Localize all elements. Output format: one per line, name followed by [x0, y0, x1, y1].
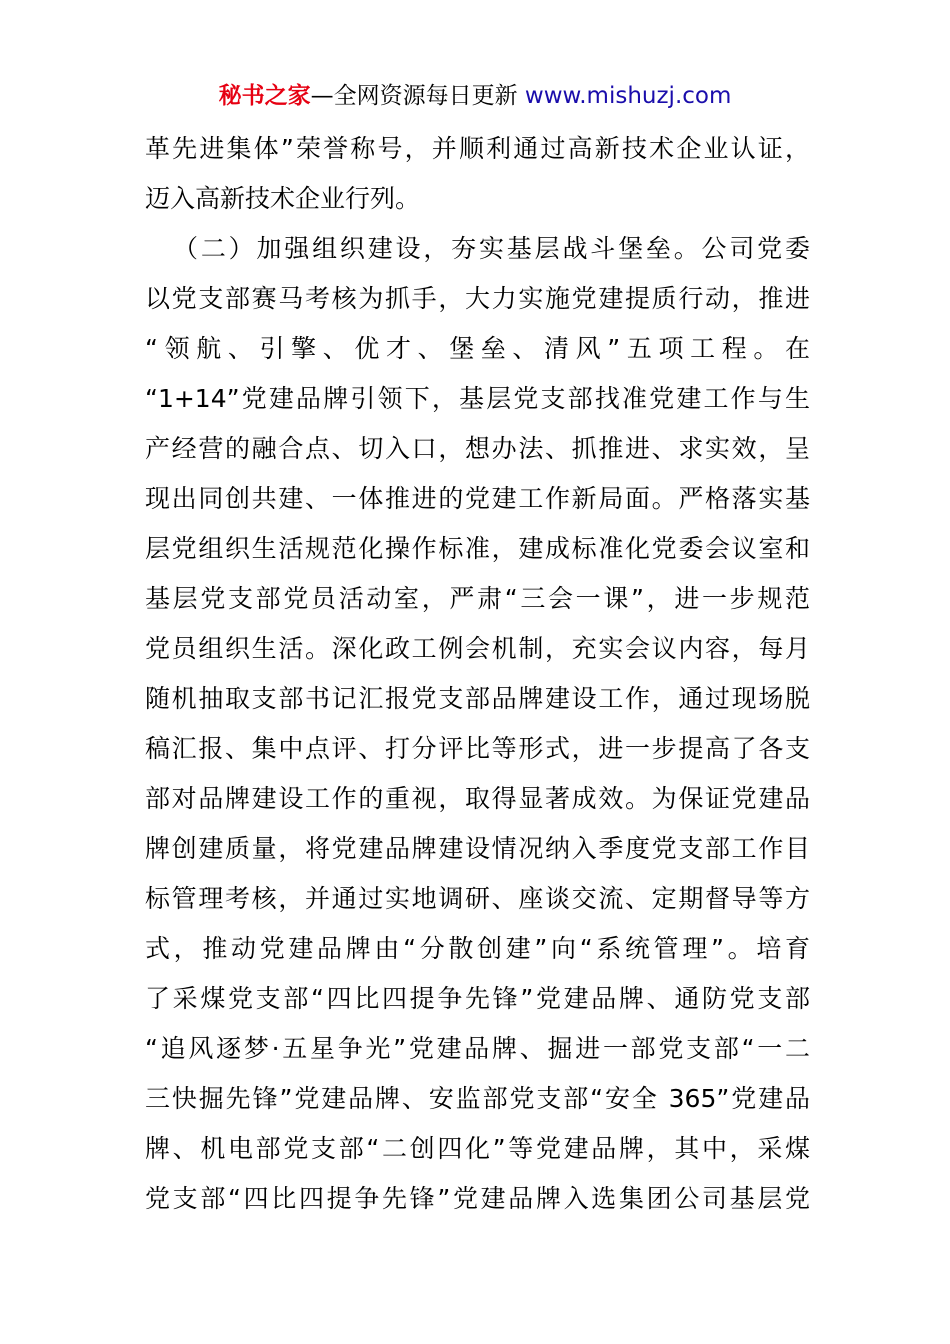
text-line: 革先进集体”荣誉称号，并顺利通过高新技术企业认证， [145, 134, 810, 163]
text-line: “追风逐梦·五星争光”党建品牌、掘进一部党支部“一二 [145, 1034, 810, 1063]
text-line: 式，推动党建品牌由“分散创建”向“系统管理”。培育 [145, 934, 810, 963]
site-url-link[interactable]: www.mishuzj.com [524, 83, 732, 109]
text-line: 层党组织生活规范化操作标准，建成标准化党委会议室和 [145, 534, 810, 563]
text-line: 迈入高新技术企业行列。 [145, 184, 421, 213]
text-line: 党支部“四比四提争先锋”党建品牌入选集团公司基层党 [145, 1184, 810, 1213]
text-line: 现出同创共建、一体推进的党建工作新局面。严格落实基 [145, 484, 810, 513]
text-line: 随机抽取支部书记汇报党支部品牌建设工作，通过现场脱 [145, 684, 810, 713]
text-line: 牌、机电部党支部“二创四化”等党建品牌，其中，采煤 [145, 1134, 810, 1163]
text-line: “领航、引擎、优才、堡垒、清风”五项工程。在 [145, 334, 810, 363]
text-line: 以党支部赛马考核为抓手，大力实施党建提质行动，推进 [145, 284, 810, 313]
site-header [0, 80, 950, 112]
text-line: 基层党支部党员活动室，严肃“三会一课”，进一步规范 [145, 584, 810, 613]
text-line: 牌创建质量，将党建品牌建设情况纳入季度党支部工作目 [145, 834, 810, 863]
text-line: “1+14”党建品牌引领下，基层党支部找准党建工作与生 [145, 384, 810, 413]
text-line: 稿汇报、集中点评、打分评比等形式，进一步提高了各支 [145, 734, 810, 763]
text-line: 三快掘先锋”党建品牌、安监部党支部“安全 365”党建品 [145, 1084, 810, 1113]
header-tagline: —全网资源每日更新 [310, 83, 518, 109]
document-body [145, 124, 810, 1224]
text-line: 产经营的融合点、切入口，想办法、抓推进、求实效，呈 [145, 434, 810, 463]
text-line: 了采煤党支部“四比四提争先锋”党建品牌、通防党支部 [145, 984, 810, 1013]
text-line: 标管理考核，并通过实地调研、座谈交流、定期督导等方 [145, 884, 810, 913]
section-heading-line: （二）加强组织建设，夯实基层战斗堡垒。公司党委 [173, 234, 810, 263]
text-line: 部对品牌建设工作的重视，取得显著成效。为保证党建品 [145, 784, 810, 813]
text-line: 党员组织生活。深化政工例会机制，充实会议内容，每月 [145, 634, 810, 663]
brand-name: 秘书之家 [218, 83, 311, 109]
